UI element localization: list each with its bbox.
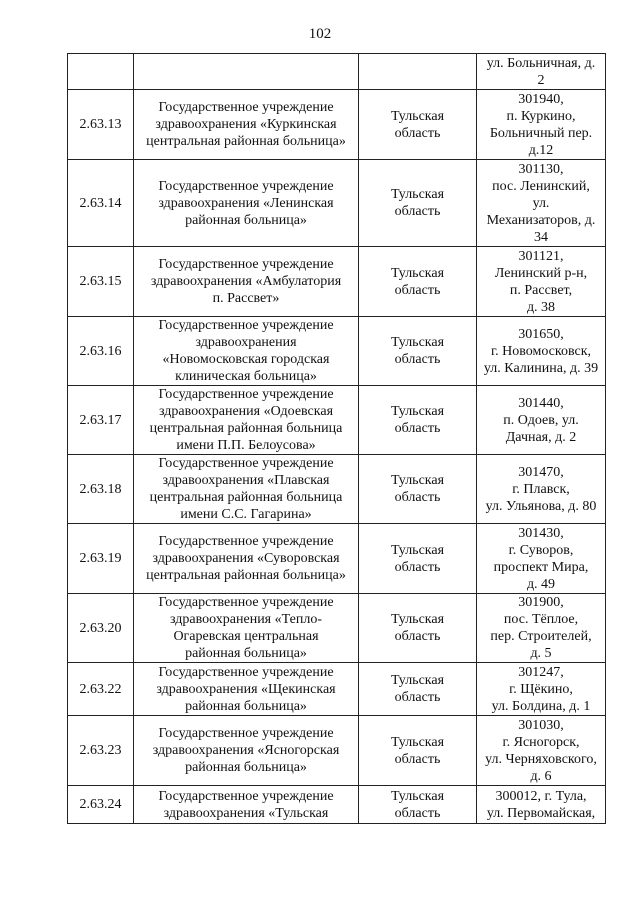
institution-name: Государственное учреждение здравоохранения «Тульская xyxy=(134,786,359,824)
institution-name: Государственное учреждение здравоохранения «Новомосковская городская клиническая больница» xyxy=(134,317,359,386)
row-number: 2.63.20 xyxy=(68,594,134,663)
region: Тульская область xyxy=(359,317,477,386)
address: 301247, г. Щёкино, ул. Болдина, д. 1 xyxy=(477,663,606,716)
region: Тульская область xyxy=(359,160,477,247)
region: Тульская область xyxy=(359,90,477,160)
region: Тульская область xyxy=(359,716,477,786)
table-row xyxy=(68,524,606,594)
table-row xyxy=(68,455,606,524)
address: ул. Больничная, д. 2 xyxy=(477,54,606,90)
address: 301440, п. Одоев, ул. Дачная, д. 2 xyxy=(477,386,606,455)
region xyxy=(359,54,477,90)
row-number: 2.63.19 xyxy=(68,524,134,594)
institutions-table xyxy=(67,53,606,824)
region: Тульская область xyxy=(359,663,477,716)
institution-name: Государственное учреждение здравоохранения «Суворовская центральная районная больница» xyxy=(134,524,359,594)
institution-name: Государственное учреждение здравоохранения «Одоевская центральная районная больница имени П.П. Белоусова» xyxy=(134,386,359,455)
row-number: 2.63.13 xyxy=(68,90,134,160)
table-row xyxy=(68,786,606,824)
table-row xyxy=(68,594,606,663)
table-row xyxy=(68,317,606,386)
row-number: 2.63.17 xyxy=(68,386,134,455)
address: 301940, п. Куркино, Больничный пер. д.12 xyxy=(477,90,606,160)
institution-name: Государственное учреждение здравоохранения «Амбулатория п. Рассвет» xyxy=(134,247,359,317)
row-number: 2.63.24 xyxy=(68,786,134,824)
address: 301470, г. Плавск, ул. Ульянова, д. 80 xyxy=(477,455,606,524)
address: 301030, г. Ясногорск, ул. Черняховского, д. 6 xyxy=(477,716,606,786)
row-number: 2.63.14 xyxy=(68,160,134,247)
table-row xyxy=(68,716,606,786)
row-number: 2.63.23 xyxy=(68,716,134,786)
table-row xyxy=(68,663,606,716)
row-number: 2.63.22 xyxy=(68,663,134,716)
address: 301900, пос. Тёплое, пер. Строителей, д. 5 xyxy=(477,594,606,663)
region: Тульская область xyxy=(359,524,477,594)
institution-name: Государственное учреждение здравоохранения «Тепло- Огаревская центральная районная больница» xyxy=(134,594,359,663)
address: 301121, Ленинский р-н, п. Рассвет, д. 38 xyxy=(477,247,606,317)
table-row xyxy=(68,54,606,90)
institution-name: Государственное учреждение здравоохранения «Ясногорская районная больница» xyxy=(134,716,359,786)
address: 301430, г. Суворов, проспект Мира, д. 49 xyxy=(477,524,606,594)
address: 300012, г. Тула, ул. Первомайская, xyxy=(477,786,606,824)
region: Тульская область xyxy=(359,247,477,317)
address: 301130, пос. Ленинский, ул. Механизаторов, д. 34 xyxy=(477,160,606,247)
row-number: 2.63.15 xyxy=(68,247,134,317)
institution-name: Государственное учреждение здравоохранения «Ленинская районная больница» xyxy=(134,160,359,247)
row-number xyxy=(68,54,134,90)
page-number: 102 xyxy=(308,26,332,42)
institution-name: Государственное учреждение здравоохранения «Плавская центральная районная больница имени С.С. Гагарина» xyxy=(134,455,359,524)
institution-name: Государственное учреждение здравоохранения «Щекинская районная больница» xyxy=(134,663,359,716)
table-row xyxy=(68,386,606,455)
institution-name xyxy=(134,54,359,90)
region: Тульская область xyxy=(359,455,477,524)
table-row xyxy=(68,90,606,160)
region: Тульская область xyxy=(359,786,477,824)
region: Тульская область xyxy=(359,594,477,663)
institution-name: Государственное учреждение здравоохранения «Куркинская центральная районная больница» xyxy=(134,90,359,160)
region: Тульская область xyxy=(359,386,477,455)
row-number: 2.63.16 xyxy=(68,317,134,386)
row-number: 2.63.18 xyxy=(68,455,134,524)
table-row xyxy=(68,160,606,247)
table-row xyxy=(68,247,606,317)
address: 301650, г. Новомосковск, ул. Калинина, д. 39 xyxy=(477,317,606,386)
